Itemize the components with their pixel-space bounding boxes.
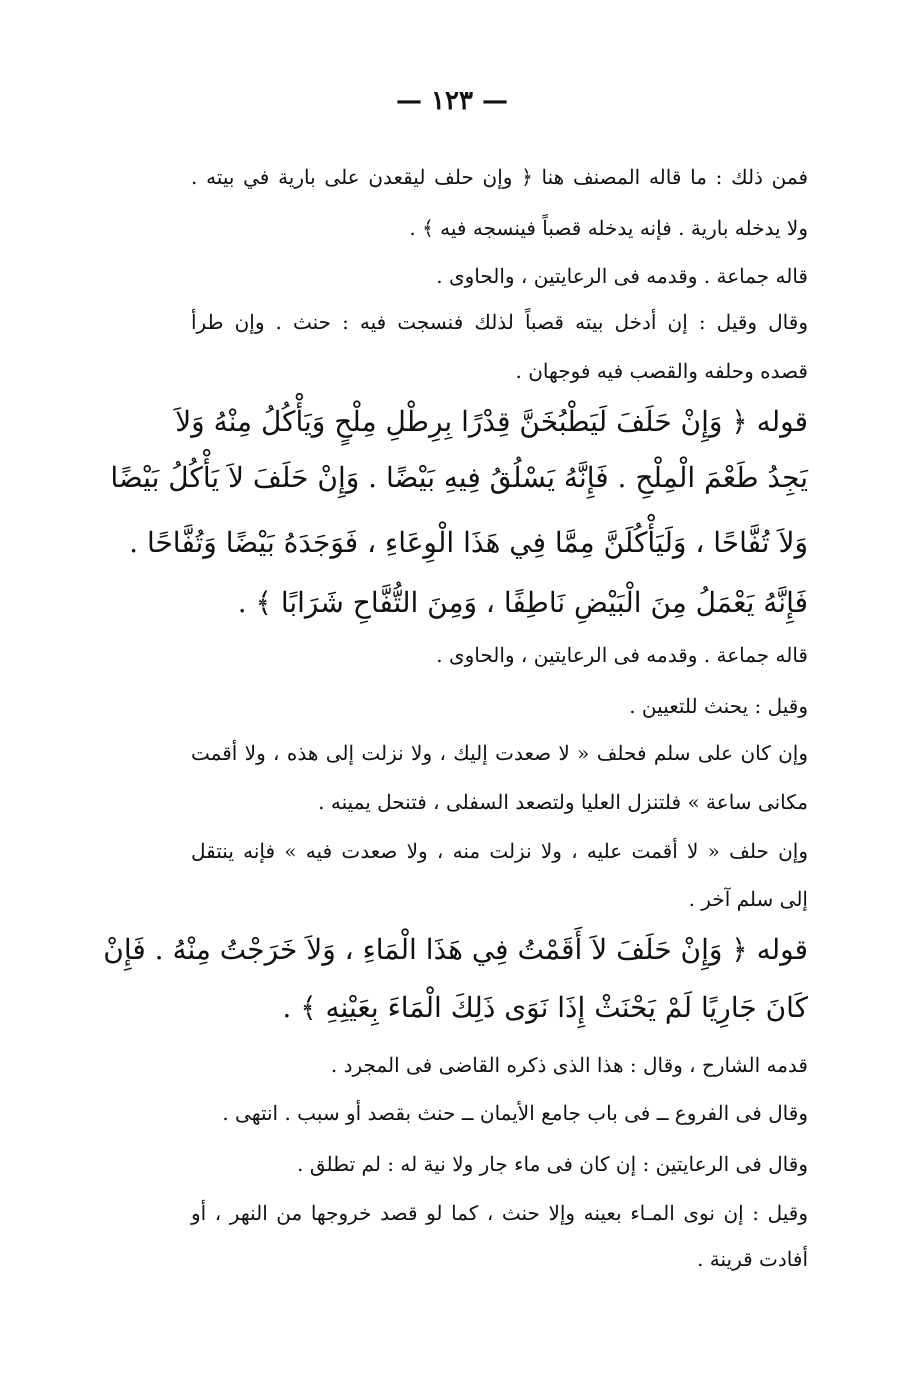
- text-line: وقال فى الفروع ــ فى باب جامع الأيمان ــ حنث بقصد أو سبب . انتهى .: [222, 1101, 808, 1125]
- text-line: قوله ﴿ وَإِنْ حَلَفَ لاَ أَقَمْتُ فِي هَذَا الْمَاءِ ، وَلاَ خَرَجْتُ مِنْهُ . فَإِنْ: [103, 933, 808, 966]
- text-line: إلى سلم آخر .: [688, 887, 808, 911]
- text-line: كَانَ جَارِيًا لَمْ يَحْنَثْ إِذَا نَوَى ذَلِكَ الْمَاءَ بِعَيْنِهِ ﴾ .: [282, 991, 808, 1024]
- text-line: قوله ﴿ وَإِنْ حَلَفَ لَيَطْبُخَنَّ قِدْرًا بِرِطْلِ مِلْحٍ وَيَأْكُلُ مِنْهُ وَلاَ: [175, 405, 808, 438]
- text-line: وإن كان على سلم فحلف « لا صعدت إليك ، ولا نزلت إلى هذه ، ولا أقمت: [191, 741, 808, 765]
- text-line: فَإِنَّهُ يَعْمَلُ مِنَ الْبَيْضِ نَاطِفًا ، وَمِنَ التُّفَّاحِ شَرَابًا ﴾ .: [237, 586, 808, 619]
- text-line: وقيل : إن نوى المـاء بعينه وإلا حنث ، كما لو قصد خروجها من النهر ، أو: [191, 1201, 808, 1225]
- text-line: فمن ذلك : ما قاله المصنف هنا ﴿ وإن حلف ليقعدن على بارية في بيته .: [191, 165, 808, 189]
- text-line: مكانى ساعة » فلتنزل العليا ولتصعد السفلى ، فتنحل يمينه .: [318, 790, 808, 814]
- text-line: وقال وقيل : إن أدخل بيته قصباً لذلك فنسجت فيه : حنث . وإن طرأ: [191, 310, 808, 334]
- text-line: ولا يدخله بارية . فإنه يدخله قصباً فينسجه فيه ﴾ .: [409, 216, 808, 240]
- text-line: وَلاَ تُفَّاحًا ، وَلَيَأْكُلَنَّ مِمَّا فِي هَذَا الْوِعَاءِ ، فَوَجَدَهُ بَيْضًا وَتُفَّاحًا .: [129, 526, 808, 559]
- page-number: — ١٢٣ —: [395, 86, 509, 116]
- text-line: قدمه الشارح ، وقال : هذا الذى ذكره القاضى فى المجرد .: [330, 1053, 808, 1077]
- text-line: قاله جماعة . وقدمه فى الرعايتين ، والحاوى .: [436, 264, 808, 288]
- text-line: يَجِدُ طَعْمَ الْمِلْحِ . فَإِنَّهُ يَسْلُقُ فِيهِ بَيْضًا . وَإِنْ حَلَفَ لاَ يَأْكُلُ بَيْضًا: [110, 461, 808, 494]
- text-line: قاله جماعة . وقدمه فى الرعايتين ، والحاوى .: [436, 643, 808, 667]
- text-line: قصده وحلفه والقصب فيه فوجهان .: [515, 359, 808, 383]
- text-line: أفادت قرينة .: [697, 1247, 808, 1271]
- text-line: وإن حلف « لا أقمت عليه ، ولا نزلت منه ، ولا صعدت فيه » فإنه ينتقل: [191, 839, 808, 863]
- text-line: وقيل : يحنث للتعيين .: [629, 694, 808, 718]
- text-line: وقال فى الرعايتين : إن كان فى ماء جار ولا نية له : لم تطلق .: [297, 1152, 808, 1176]
